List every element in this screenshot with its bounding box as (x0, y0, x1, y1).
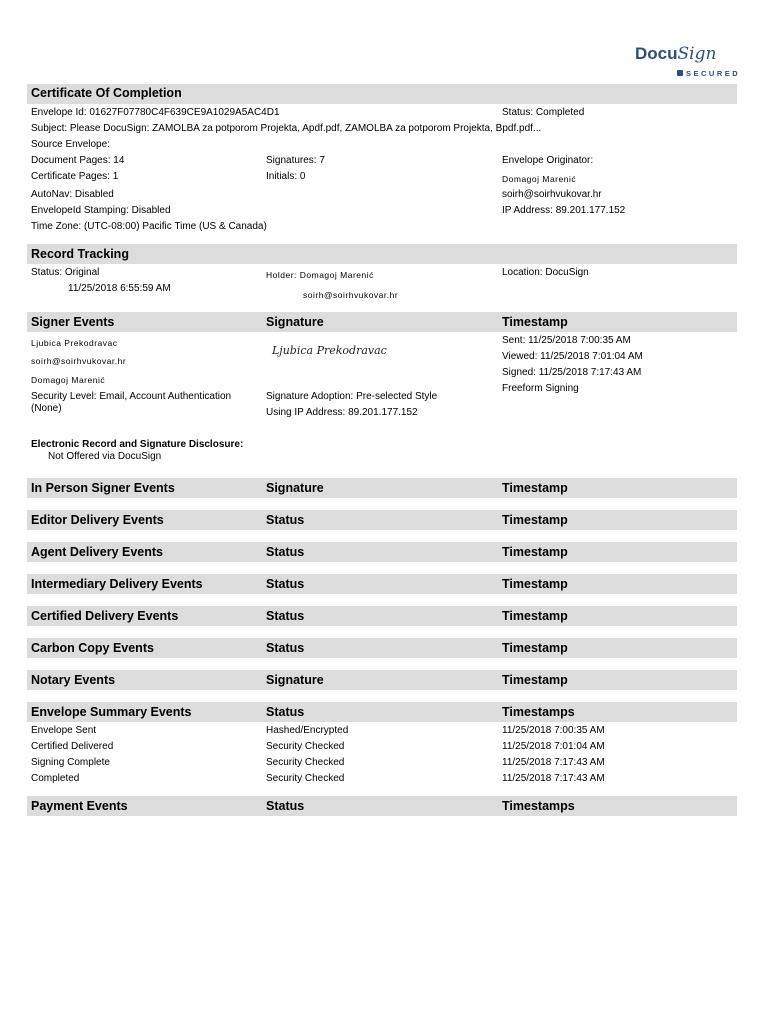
disclosure-value: Not Offered via DocuSign (48, 451, 162, 462)
certificate-pages: Certificate Pages: 1 (31, 171, 119, 182)
freeform-signing: Freeform Signing (502, 383, 579, 394)
intermediary-delivery-events-title: Intermediary Delivery Events (31, 577, 203, 591)
originator-email: soirh@soirhvukovar.hr (502, 189, 602, 200)
intermediary-timestamp-col: Timestamp (502, 577, 568, 591)
envelope-status: Status: Completed (502, 107, 585, 118)
editor-delivery-events-title: Editor Delivery Events (31, 513, 164, 527)
summary-time: 11/25/2018 7:00:35 AM (502, 725, 605, 736)
timestamp-sent: Sent: 11/25/2018 7:00:35 AM (502, 335, 631, 346)
signer-events-timestamp-col: Timestamp (502, 315, 568, 329)
notary-events-title: Notary Events (31, 673, 116, 687)
signer-email: soirh@soirhvukovar.hr (31, 356, 127, 366)
certificate-title: Certificate Of Completion (31, 86, 182, 100)
section-bar (27, 670, 737, 690)
record-tracking-bar (27, 244, 737, 264)
signer-events-bar (27, 312, 737, 332)
carbon-copy-timestamp-col: Timestamp (502, 641, 568, 655)
summary-event: Envelope Sent (31, 725, 97, 736)
initials-count: Initials: 0 (266, 171, 306, 182)
record-date: 11/25/2018 6:55:59 AM (68, 283, 171, 294)
summary-time: 11/25/2018 7:17:43 AM (502, 757, 605, 768)
in-person-timestamp-col: Timestamp (502, 481, 568, 495)
source-envelope: Source Envelope: (31, 139, 110, 150)
payment-events-title: Payment Events (31, 799, 128, 813)
carbon-copy-status-col: Status (266, 641, 305, 655)
originator-name: Domagoj Marenić (502, 174, 577, 184)
agent-timestamp-col: Timestamp (502, 545, 568, 559)
security-level: Security Level: Email, Account Authentication (31, 391, 232, 402)
lock-icon (677, 70, 683, 76)
summary-event: Certified Delivered (31, 741, 114, 752)
document-pages: Document Pages: 14 (31, 155, 125, 166)
summary-event: Signing Complete (31, 757, 110, 768)
notary-signature-col: Signature (266, 673, 324, 687)
payment-timestamps-col: Timestamps (502, 799, 575, 813)
signer-events-signature-col: Signature (266, 315, 324, 329)
agent-status-col: Status (266, 545, 305, 559)
summary-status: Security Checked (266, 757, 345, 768)
record-holder-email: soirh@soirhvukovar.hr (303, 290, 399, 300)
payment-events-bar (27, 796, 737, 816)
carbon-copy-events-title: Carbon Copy Events (31, 641, 154, 655)
envelope-summary-status-col: Status (266, 705, 305, 719)
envelope-originator-label: Envelope Originator: (502, 155, 594, 166)
signatures-count: Signatures: 7 (266, 155, 325, 166)
subject: Subject: Please DocuSign: ZAMOLBA za potporom Projekta, Apdf.pdf, ZAMOLBA za potporom Projekta, Bpdf.pdf... (31, 123, 542, 134)
summary-status: Hashed/Encrypted (266, 725, 349, 736)
certified-status-col: Status (266, 609, 305, 623)
security-level-none: (None) (31, 403, 62, 414)
summary-event: Completed (31, 773, 80, 784)
signer-company: Domagoj Marenić (31, 375, 106, 385)
record-location: Location: DocuSign (502, 267, 589, 278)
signature-adoption: Signature Adoption: Pre-selected Style (266, 391, 438, 402)
in-person-signer-events-title: In Person Signer Events (31, 481, 175, 495)
certified-timestamp-col: Timestamp (502, 609, 568, 623)
envelope-summary-timestamps-col: Timestamps (502, 705, 575, 719)
payment-status-col: Status (266, 799, 305, 813)
secured-text: SECURED (686, 69, 741, 78)
signature-image: Ljubica Prekodravac (272, 344, 387, 357)
editor-timestamp-col: Timestamp (502, 513, 568, 527)
envelopeid-stamping: EnvelopeId Stamping: Disabled (31, 205, 171, 216)
intermediary-status-col: Status (266, 577, 305, 591)
summary-time: 11/25/2018 7:17:43 AM (502, 773, 605, 784)
timestamp-signed: Signed: 11/25/2018 7:17:43 AM (502, 367, 642, 378)
editor-status-col: Status (266, 513, 305, 527)
record-tracking-title: Record Tracking (31, 247, 129, 261)
logo-sign-text: Sign (677, 44, 717, 64)
signer-name: Ljubica Prekodravac (31, 338, 118, 348)
docusign-logo (635, 44, 716, 64)
timestamp-viewed: Viewed: 11/25/2018 7:01:04 AM (502, 351, 643, 362)
disclosure-title: Electronic Record and Signature Disclosure: (31, 439, 244, 450)
agent-delivery-events-title: Agent Delivery Events (31, 545, 163, 559)
autonav: AutoNav: Disabled (31, 189, 114, 200)
using-ip-address: Using IP Address: 89.201.177.152 (266, 407, 418, 418)
envelope-summary-title: Envelope Summary Events (31, 705, 192, 719)
time-zone: Time Zone: (UTC-08:00) Pacific Time (US & Canada) (31, 221, 267, 232)
record-status: Status: Original (31, 267, 100, 278)
originator-ip: IP Address: 89.201.177.152 (502, 205, 626, 216)
secured-badge (677, 68, 740, 79)
logo-docu-text: Docu (635, 44, 678, 63)
signer-events-title: Signer Events (31, 315, 115, 329)
summary-status: Security Checked (266, 773, 345, 784)
envelope-id: Envelope Id: 01627F07780C4F639CE9A1029A5AC4D1 (31, 107, 280, 118)
record-holder: Holder: Domagoj Marenić (266, 270, 374, 280)
in-person-signature-col: Signature (266, 481, 324, 495)
certified-delivery-events-title: Certified Delivery Events (31, 609, 179, 623)
summary-status: Security Checked (266, 741, 345, 752)
notary-timestamp-col: Timestamp (502, 673, 568, 687)
summary-time: 11/25/2018 7:01:04 AM (502, 741, 605, 752)
